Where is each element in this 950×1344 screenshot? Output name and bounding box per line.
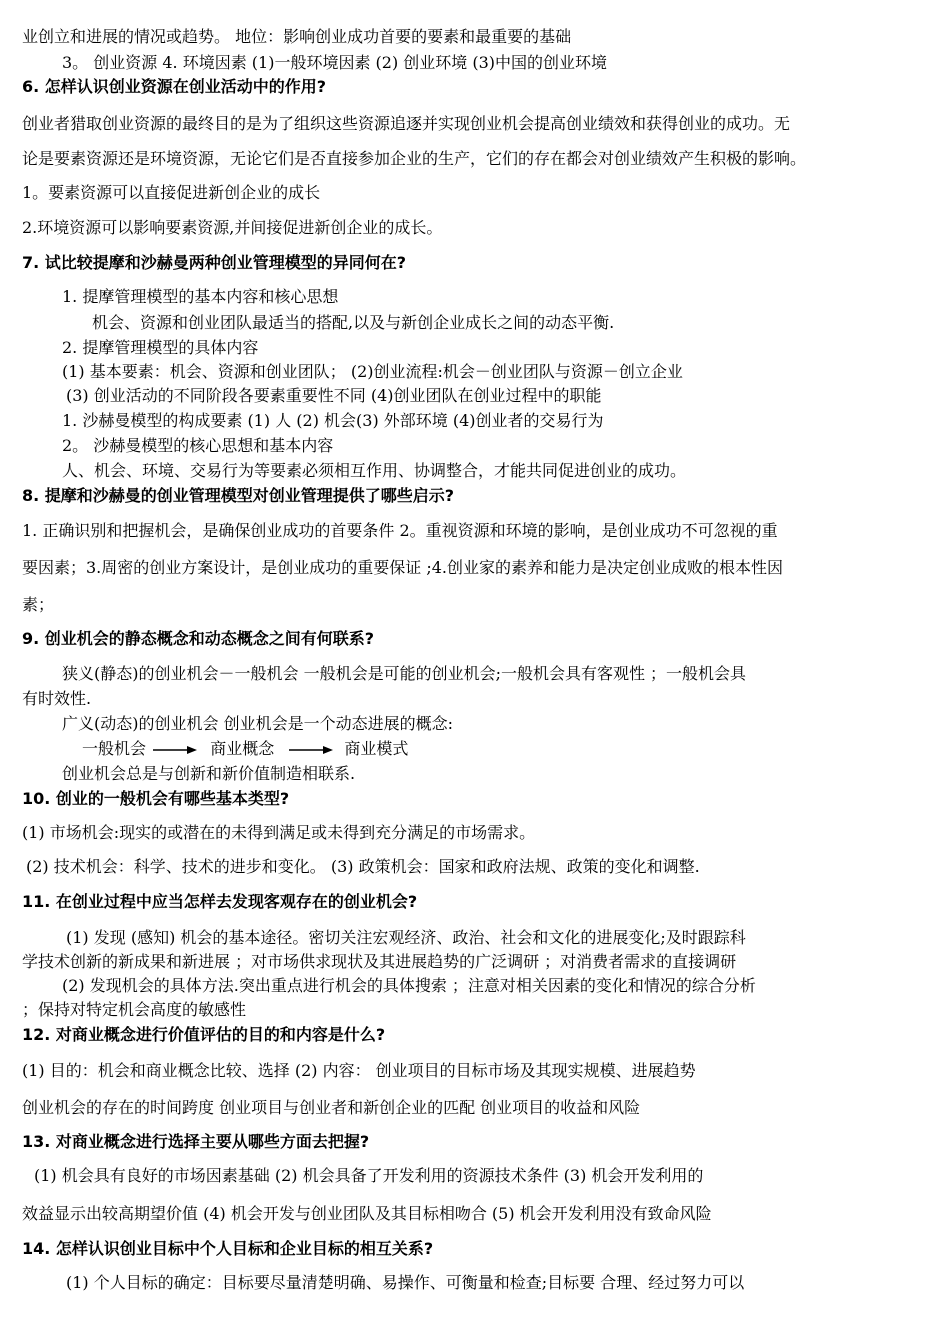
text-line: 业创立和进展的情况或趋势。 地位：影响创业成功首要的要素和最重要的基础: [22, 27, 572, 46]
question-13-heading: 13. 对商业概念进行选择主要从哪些方面去把握?: [22, 1132, 370, 1151]
text-line: 2.环境资源可以影响要素资源,并间接促进新创企业的成长。: [22, 218, 443, 237]
flow-step-business-model: 商业模式: [344, 739, 409, 758]
flow-step-business-concept: 商业概念: [210, 739, 275, 758]
right-arrow-icon: [289, 745, 333, 755]
text-line: 要因素；3.周密的创业方案设计，是创业成功的重要保证 ;4.创业家的素养和能力是决定创业成败的根本性因: [22, 558, 784, 577]
question-10-heading: 10. 创业的一般机会有哪些基本类型?: [22, 789, 290, 808]
text-line: 机会、资源和创业团队最适当的搭配,以及与新创企业成长之间的动态平衡.: [92, 313, 615, 332]
text-line: (1) 基本要素：机会、资源和创业团队； (2)创业流程:机会－创业团队与资源－创立企业: [62, 362, 683, 381]
text-line: 创业机会总是与创新和新价值制造相联系.: [62, 764, 356, 783]
text-line: 学技术创新的新成果和新进展 ；对市场供求现状及其进展趋势的广泛调研 ；对消费者需求的直接调研: [22, 952, 737, 971]
text-line: (2) 技术机会：科学、技术的进步和变化。 (3) 政策机会：国家和政府法规、政策的变化和调整.: [26, 857, 700, 876]
question-14-heading: 14. 怎样认识创业目标中个人目标和企业目标的相互关系?: [22, 1239, 434, 1258]
text-line: 创业者猎取创业资源的最终目的是为了组织这些资源追逐并实现创业机会提高创业绩效和获得创业的成功。无: [22, 114, 791, 133]
text-line: 1. 沙赫曼模型的构成要素 (1) 人 (2) 机会(3) 外部环境 (4)创业者的交易行为: [62, 411, 604, 430]
question-8-heading: 8. 提摩和沙赫曼的创业管理模型对创业管理提供了哪些启示?: [22, 486, 455, 505]
text-line: (1) 个人目标的确定：目标要尽量清楚明确、易操作、可衡量和检查;目标要 合理、经过努力可以: [66, 1273, 745, 1292]
text-line: 狭义(静态)的创业机会－一般机会 一般机会是可能的创业机会;一般机会具有客观性 ；一般机会具: [62, 664, 747, 683]
question-6-heading: 6. 怎样认识创业资源在创业活动中的作用?: [22, 77, 327, 96]
text-line: 人、机会、环境、交易行为等要素必须相互作用、协调整合，才能共同促进创业的成功。: [62, 461, 687, 480]
question-7-heading: 7. 试比较提摩和沙赫曼两种创业管理模型的异同何在?: [22, 253, 407, 272]
text-line: (1) 市场机会:现实的或潜在的未得到满足或未得到充分满足的市场需求。: [22, 823, 536, 842]
text-line: (1) 发现 (感知) 机会的基本途径。密切关注宏观经济、政治、社会和文化的进展变化;及时跟踪科: [66, 928, 746, 947]
text-line: 2。 沙赫曼模型的核心思想和基本内容: [62, 436, 334, 455]
text-line: 素；: [22, 595, 55, 614]
concept-flow: [82, 738, 408, 760]
question-9-heading: 9. 创业机会的静态概念和动态概念之间有何联系?: [22, 629, 375, 648]
text-line: 1. 提摩管理模型的基本内容和核心思想: [62, 287, 339, 306]
text-line: 有时效性.: [22, 689, 92, 708]
text-line: 创业机会的存在的时间跨度 创业项目与创业者和新创企业的匹配 创业项目的收益和风险: [22, 1098, 641, 1117]
question-11-heading: 11. 在创业过程中应当怎样去发现客观存在的创业机会?: [22, 892, 418, 911]
text-line: 广义(动态)的创业机会 创业机会是一个动态进展的概念:: [62, 714, 453, 733]
text-line: ；保持对特定机会高度的敏感性: [22, 1000, 247, 1019]
text-line: (1) 目的：机会和商业概念比较、选择 (2) 内容： 创业项目的目标市场及其现实规模、进展趋势: [22, 1061, 696, 1080]
text-line: (2) 发现机会的具体方法.突出重点进行机会的具体搜索 ；注意对相关因素的变化和情况的综合分析: [62, 976, 756, 995]
text-line: (1) 机会具有良好的市场因素基础 (2) 机会具备了开发利用的资源技术条件 (3) 机会开发利用的: [34, 1166, 704, 1185]
question-12-heading: 12. 对商业概念进行价值评估的目的和内容是什么?: [22, 1025, 386, 1044]
text-line: 1. 正确识别和把握机会，是确保创业成功的首要条件 2。重视资源和环境的影响，是创业成功不可忽视的重: [22, 521, 778, 540]
text-line: 2. 提摩管理模型的具体内容: [62, 338, 259, 357]
text-line: 1。要素资源可以直接促进新创企业的成长: [22, 183, 321, 202]
right-arrow-icon: [153, 745, 197, 755]
text-line: 效益显示出较高期望价值 (4) 机会开发与创业团队及其目标相吻合 (5) 机会开发利用没有致命风险: [22, 1204, 712, 1223]
text-line: (3) 创业活动的不同阶段各要素重要性不同 (4)创业团队在创业过程中的职能: [66, 386, 602, 405]
flow-step-general-opportunity: 一般机会: [82, 739, 147, 758]
text-line: 论是要素资源还是环境资源，无论它们是否直接参加企业的生产，它们的存在都会对创业绩效产生积极的影响。: [22, 149, 807, 168]
text-line: 3。 创业资源 4. 环境因素 (1)一般环境因素 (2) 创业环境 (3)中国的创业环境: [62, 53, 608, 72]
